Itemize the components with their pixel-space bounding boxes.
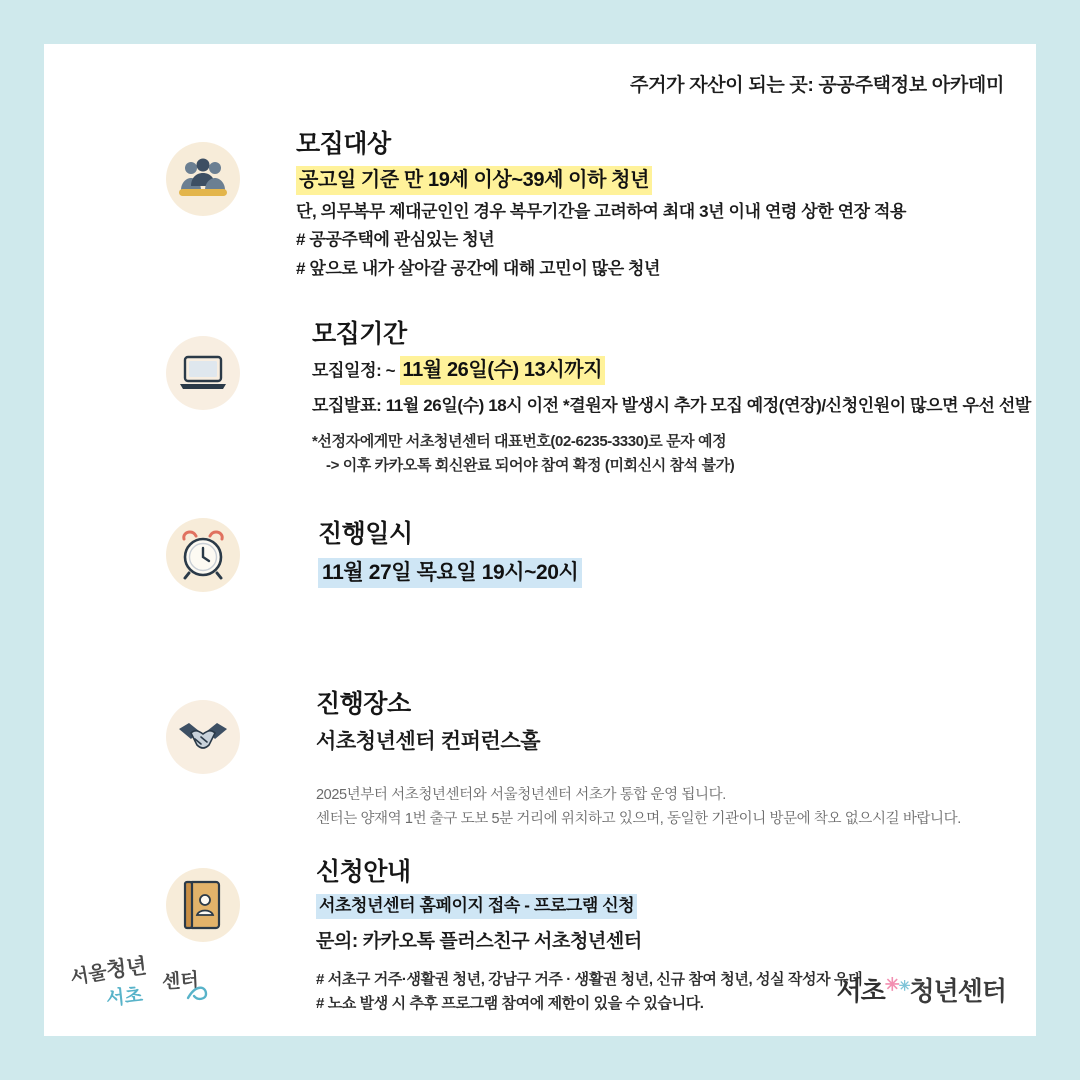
poster-card bbox=[44, 44, 1036, 1036]
section-place-note-2: 센터는 양재역 1번 출구 도보 5분 거리에 위치하고 있으며, 동일한 기관이니 방문에 착오 없으시길 바랍니다. bbox=[316, 811, 961, 828]
logo-left-line4: 서초 bbox=[105, 985, 144, 1010]
seocho-youth-center-logo bbox=[836, 971, 1006, 1008]
alarm-clock-icon bbox=[166, 518, 240, 592]
laptop-icon bbox=[166, 336, 240, 410]
logo-left-line2: 청년 bbox=[104, 954, 149, 983]
star-icon: ✳ bbox=[884, 974, 899, 995]
section-target-highlight: 공고일 기준 만 19세 이상~39세 이하 청년 bbox=[296, 166, 652, 195]
seoul-youth-center-logo bbox=[66, 952, 236, 1014]
period-announce-label: 모집발표: bbox=[312, 396, 386, 415]
section-period-title: 모집기간 bbox=[312, 320, 407, 348]
logo-right-part2: 청년센터 bbox=[909, 976, 1006, 1006]
period-announce-value: 11월 26일(수) 18시 이전 *결원자 발생시 추가 모집 예정(연장)/신청인원이 많으면 우선 선발 bbox=[385, 396, 1031, 415]
section-apply-note-1: # 서초구 거주·생활권 청년, 강남구 거주 · 생활권 청년, 신규 참여 청년, 성실 작성자 우대 bbox=[316, 971, 863, 989]
logo-left-line1: 서울 bbox=[68, 961, 109, 989]
section-apply-note-2: # 노쇼 발생 시 추후 프로그램 참여에 제한이 있을 수 있습니다. bbox=[316, 995, 704, 1013]
star-small-icon: ✳ bbox=[898, 977, 910, 994]
section-target-line-3: # 앞으로 내가 살아갈 공간에 대해 고민이 많은 청년 bbox=[296, 258, 661, 278]
section-datetime-highlight: 11월 27일 목요일 19시~20시 bbox=[318, 558, 582, 588]
section-target-line-2: # 공공주택에 관심있는 청년 bbox=[296, 230, 495, 250]
section-apply-title: 신청안내 bbox=[316, 858, 411, 886]
logo-left-line3: 센터 bbox=[161, 970, 200, 993]
notebook-icon bbox=[166, 868, 240, 942]
section-apply-contact: 문의: 카카오톡 플러스친구 서초청년센터 bbox=[316, 930, 642, 952]
section-place-title: 진행장소 bbox=[316, 690, 411, 718]
section-place-subtitle: 서초청년센터 컨퍼런스홀 bbox=[316, 730, 541, 753]
section-apply-highlight: 서초청년센터 홈페이지 접속 - 프로그램 신청 bbox=[316, 894, 637, 919]
logo-right-part1: 서초 bbox=[836, 976, 885, 1006]
section-target-line-1: 단, 의무복무 제대군인인 경우 복무기간을 고려하여 최대 3년 이내 연령 상한 연장 적용 bbox=[296, 202, 907, 221]
handshake-icon bbox=[166, 700, 240, 774]
period-schedule-label: 모집일정: ~ bbox=[312, 361, 400, 380]
period-note-2: -> 이후 카카오톡 회신완료 되어야 참여 확정 (미회신시 참석 불가) bbox=[326, 457, 735, 474]
period-note-1: *선정자에게만 서초청년센터 대표번호(02-6235-3330)로 문자 예정 bbox=[312, 433, 727, 450]
swirl-icon bbox=[184, 978, 210, 1004]
section-target-title: 모집대상 bbox=[296, 130, 391, 158]
section-place-note-1: 2025년부터 서초청년센터와 서울청년센터 서초가 통합 운영 됩니다. bbox=[316, 786, 726, 803]
header-tagline: 주거가 자산이 되는 곳: 공공주택정보 아카데미 bbox=[630, 75, 1004, 96]
period-schedule-highlight: 11월 26일(수) 13시까지 bbox=[400, 356, 606, 385]
people-group-icon bbox=[166, 142, 240, 216]
section-datetime-title: 진행일시 bbox=[318, 520, 413, 548]
